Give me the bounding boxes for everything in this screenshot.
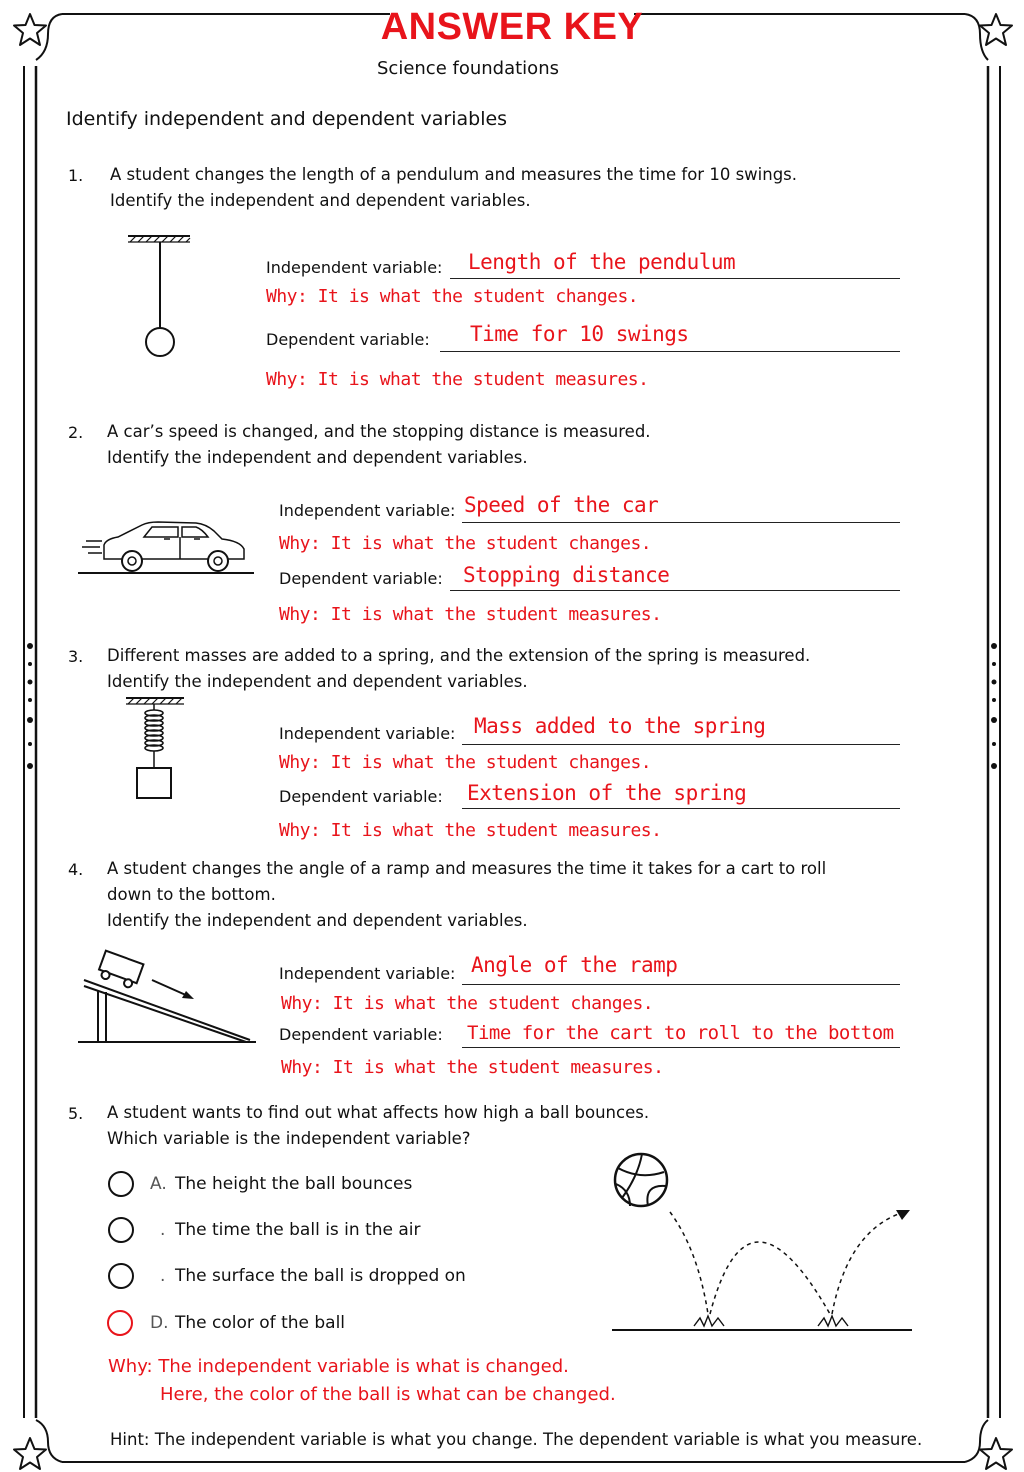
hint-text: Hint: The independent variable is what you change. The dependent variable is what you measure. <box>110 1430 923 1449</box>
option-c-radio[interactable] <box>108 1263 134 1289</box>
dependent-answer: Time for 10 swings <box>470 322 689 346</box>
answer-line <box>440 351 900 352</box>
bouncing-ball-icon <box>608 1150 918 1340</box>
section-title: Identify independent and dependent variables <box>66 108 508 130</box>
question-number: 2. <box>68 423 84 442</box>
independent-answer: Speed of the car <box>464 493 659 517</box>
option-b-letter: . <box>160 1220 166 1240</box>
dependent-label: Dependent variable: <box>279 1025 443 1044</box>
why-text: Why: It is what the student changes. <box>279 752 652 773</box>
question-number: 1. <box>68 166 84 185</box>
dependent-answer: Stopping distance <box>463 563 670 587</box>
option-b-text[interactable]: The time the ball is in the air <box>175 1220 421 1240</box>
dependent-answer: Extension of the spring <box>467 781 747 805</box>
option-a-radio[interactable] <box>108 1171 134 1197</box>
why-text: Why: It is what the student measures. <box>279 604 662 625</box>
answer-line <box>462 522 900 523</box>
dependent-answer: Time for the cart to roll to the bottom <box>467 1022 894 1044</box>
page-subtitle: Science foundations <box>377 58 559 79</box>
page-title: ANSWER KEY <box>380 6 644 48</box>
answer-line <box>462 808 900 809</box>
independent-answer: Mass added to the spring <box>474 714 766 738</box>
question-number: 3. <box>68 647 84 666</box>
dependent-label: Dependent variable: <box>279 787 443 806</box>
option-d-radio-selected[interactable] <box>107 1310 133 1336</box>
option-a-letter: A. <box>150 1174 167 1194</box>
option-b-radio[interactable] <box>108 1217 134 1243</box>
why-text: Why: It is what the student measures. <box>266 369 649 390</box>
why-text: Why: It is what the student measures. <box>281 1057 664 1078</box>
option-c-text[interactable]: The surface the ball is dropped on <box>175 1266 466 1286</box>
independent-answer: Angle of the ramp <box>471 953 678 977</box>
answer-line <box>450 590 900 591</box>
answer-line <box>462 744 900 745</box>
answer-line <box>462 984 900 985</box>
independent-label: Independent variable: <box>279 724 456 743</box>
why-text: Here, the color of the ball is what can be changed. <box>160 1384 616 1405</box>
why-text: Why: It is what the student changes. <box>279 533 652 554</box>
answer-line <box>462 1047 900 1048</box>
independent-answer: Length of the pendulum <box>468 250 736 274</box>
dependent-label: Dependent variable: <box>266 330 430 349</box>
star-icon <box>978 1436 1014 1472</box>
independent-label: Independent variable: <box>266 258 443 277</box>
question-text: A student changes the angle of a ramp and measures the time it takes for a cart to roll down to the bottom. Identify the independent and dependent variables. <box>107 859 827 930</box>
car-icon <box>78 515 258 585</box>
why-text: Why: It is what the student changes. <box>281 993 654 1014</box>
option-a-text[interactable]: The height the ball bounces <box>175 1174 413 1194</box>
pendulum-icon <box>124 232 194 362</box>
answer-line <box>450 278 900 279</box>
question-number: 4. <box>68 860 84 879</box>
question-text: A student wants to find out what affects how high a ball bounces. Which variable is the independent variable? <box>107 1103 650 1148</box>
ramp-cart-icon <box>78 950 268 1050</box>
star-icon <box>12 1436 48 1472</box>
option-c-letter: . <box>160 1266 166 1286</box>
why-text: Why: The independent variable is what is changed. <box>108 1356 569 1377</box>
question-text: A car’s speed is changed, and the stopping distance is measured. Identify the independent and dependent variables. <box>107 422 651 467</box>
why-text: Why: It is what the student measures. <box>279 820 662 841</box>
option-d-letter: D. <box>150 1313 169 1333</box>
spring-mass-icon <box>124 694 188 804</box>
why-text: Why: It is what the student changes. <box>266 286 639 307</box>
independent-label: Independent variable: <box>279 964 456 983</box>
question-text: A student changes the length of a pendulum and measures the time for 10 swings. Identify the independent and dependent variables. <box>110 165 798 210</box>
question-number: 5. <box>68 1104 84 1123</box>
independent-label: Independent variable: <box>279 501 456 520</box>
option-d-text[interactable]: The color of the ball <box>175 1313 346 1333</box>
question-text: Different masses are added to a spring, and the extension of the spring is measured. Identify the independent and dependent variables. <box>107 646 811 691</box>
dependent-label: Dependent variable: <box>279 569 443 588</box>
